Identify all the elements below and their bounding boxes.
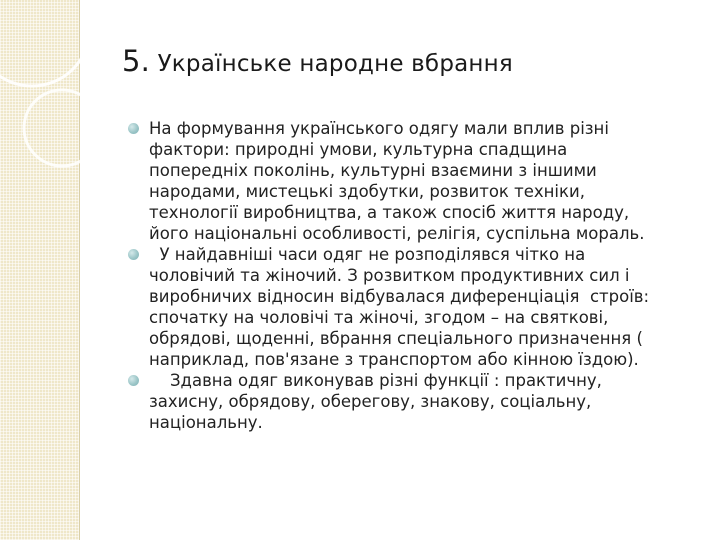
bullet-dot-icon	[128, 375, 139, 386]
decorative-circles	[0, 0, 140, 220]
bullet-line: У найдавніші часи одяг не розподілявся чітко на	[149, 245, 586, 264]
bullet-dot-icon	[128, 123, 139, 134]
bullet-line: обрядові, щоденні, вбрання спеціального призначення (	[149, 329, 643, 348]
bullet-line: наприклад, пов'язане з транспортом або кінною їздою).	[149, 350, 639, 369]
bullet-line: технології виробництва, а також спосіб життя народу,	[149, 203, 630, 222]
bullet-line: спочатку на чоловічі та жіночі, згодом – на святкові,	[149, 308, 609, 327]
title-text: Українське народне вбрання	[157, 51, 513, 77]
decor-circle-small	[24, 90, 100, 166]
bullet-line: національну.	[149, 413, 263, 432]
bullet-line: попередніх поколінь, культурні взаємини з іншими	[149, 161, 597, 180]
decor-circle-large	[0, 0, 90, 86]
bullet-line: На формування українського одягу мали вплив різні	[149, 119, 609, 138]
bullet-item	[128, 118, 700, 244]
bullet-line: виробничих відносин відбувалася диференціація строїв:	[149, 287, 650, 306]
bullet-line: захисну, обрядову, оберегову, знакову, соціальну,	[149, 392, 592, 411]
bullet-list	[128, 118, 700, 433]
bullet-item	[128, 244, 700, 370]
bullet-line: його національні особливості, релігія, суспільна мораль.	[149, 224, 645, 243]
bullet-line: фактори: природні умови, культурна спадщина	[149, 140, 568, 159]
slide-title	[122, 44, 702, 78]
bullet-line: народами, мистецькі здобутки, розвиток техніки,	[149, 182, 585, 201]
bullet-item	[128, 370, 700, 433]
bullet-line: чоловічий та жіночий. З розвитком продуктивних сил і	[149, 266, 630, 285]
bullet-line: Здавна одяг виконував різні функції : практичну,	[149, 371, 602, 390]
title-number: 5.	[122, 44, 151, 78]
bullet-dot-icon	[128, 249, 139, 260]
